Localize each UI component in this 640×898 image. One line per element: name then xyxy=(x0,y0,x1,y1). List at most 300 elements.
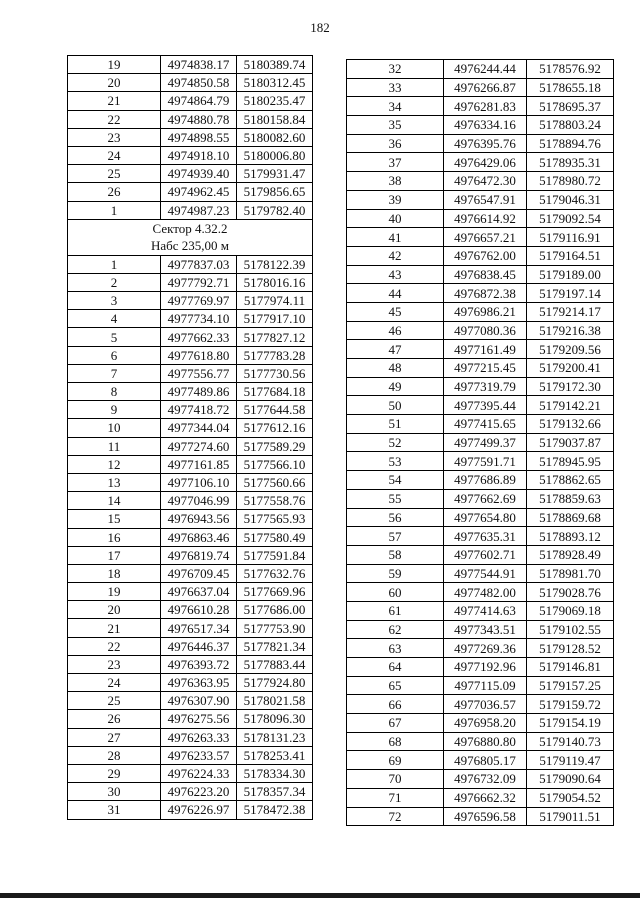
y-coordinate-cell: 5178803.24 xyxy=(527,116,614,135)
point-number-cell: 67 xyxy=(347,714,444,733)
point-number-cell: 15 xyxy=(68,510,161,528)
point-number-cell: 50 xyxy=(347,396,444,415)
point-number-cell: 35 xyxy=(347,116,444,135)
left-table-rows-bottom xyxy=(68,255,313,819)
x-coordinate-cell: 4976596.58 xyxy=(444,807,527,826)
x-coordinate-cell: 4976805.17 xyxy=(444,751,527,770)
y-coordinate-cell: 5178131.23 xyxy=(237,728,313,746)
point-number-cell: 51 xyxy=(347,415,444,434)
table-row xyxy=(68,128,313,146)
y-coordinate-cell: 5177566.10 xyxy=(237,455,313,473)
y-coordinate-cell: 5177753.90 xyxy=(237,619,313,637)
y-coordinate-cell: 5179157.25 xyxy=(527,676,614,695)
sector-header-row xyxy=(68,219,313,255)
y-coordinate-cell: 5179028.76 xyxy=(527,583,614,602)
x-coordinate-cell: 4977274.60 xyxy=(161,437,237,455)
y-coordinate-cell: 5179116.91 xyxy=(527,228,614,247)
y-coordinate-cell: 5177730.56 xyxy=(237,364,313,382)
x-coordinate-cell: 4976547.91 xyxy=(444,190,527,209)
y-coordinate-cell: 5179200.41 xyxy=(527,359,614,378)
x-coordinate-cell: 4977792.71 xyxy=(161,273,237,291)
y-coordinate-cell: 5179069.18 xyxy=(527,601,614,620)
point-number-cell: 10 xyxy=(68,419,161,437)
x-coordinate-cell: 4977269.36 xyxy=(444,639,527,658)
table-row xyxy=(68,674,313,692)
table-row xyxy=(347,545,614,564)
x-coordinate-cell: 4977106.10 xyxy=(161,473,237,491)
table-row xyxy=(347,527,614,546)
table-row xyxy=(68,110,313,128)
x-coordinate-cell: 4976662.32 xyxy=(444,788,527,807)
table-row xyxy=(68,692,313,710)
table-row xyxy=(347,676,614,695)
point-number-cell: 31 xyxy=(68,801,161,819)
y-coordinate-cell: 5179142.21 xyxy=(527,396,614,415)
y-coordinate-cell: 5177827.12 xyxy=(237,328,313,346)
y-coordinate-cell: 5177560.66 xyxy=(237,473,313,491)
table-row xyxy=(347,321,614,340)
point-number-cell: 70 xyxy=(347,770,444,789)
y-coordinate-cell: 5177924.80 xyxy=(237,674,313,692)
point-number-cell: 29 xyxy=(68,764,161,782)
point-number-cell: 11 xyxy=(68,437,161,455)
table-row xyxy=(347,732,614,751)
y-coordinate-cell: 5177684.18 xyxy=(237,383,313,401)
x-coordinate-cell: 4976281.83 xyxy=(444,97,527,116)
y-coordinate-cell: 5179090.64 xyxy=(527,770,614,789)
x-coordinate-cell: 4977662.33 xyxy=(161,328,237,346)
point-number-cell: 44 xyxy=(347,284,444,303)
x-coordinate-cell: 4976872.38 xyxy=(444,284,527,303)
table-row xyxy=(68,346,313,364)
point-number-cell: 4 xyxy=(68,310,161,328)
table-row xyxy=(68,655,313,673)
point-number-cell: 23 xyxy=(68,655,161,673)
point-number-cell: 1 xyxy=(68,255,161,273)
point-number-cell: 63 xyxy=(347,639,444,658)
table-row xyxy=(347,471,614,490)
x-coordinate-cell: 4977344.04 xyxy=(161,419,237,437)
x-coordinate-cell: 4976446.37 xyxy=(161,637,237,655)
table-row xyxy=(347,620,614,639)
point-number-cell: 42 xyxy=(347,246,444,265)
table-row xyxy=(68,510,313,528)
y-coordinate-cell: 5179154.19 xyxy=(527,714,614,733)
point-number-cell: 25 xyxy=(68,692,161,710)
point-number-cell: 3 xyxy=(68,292,161,310)
point-number-cell: 14 xyxy=(68,492,161,510)
table-row xyxy=(68,383,313,401)
y-coordinate-cell: 5179119.47 xyxy=(527,751,614,770)
y-coordinate-cell: 5178981.70 xyxy=(527,564,614,583)
point-number-cell: 17 xyxy=(68,546,161,564)
point-number-cell: 54 xyxy=(347,471,444,490)
y-coordinate-cell: 5178869.68 xyxy=(527,508,614,527)
y-coordinate-cell: 5179197.14 xyxy=(527,284,614,303)
x-coordinate-cell: 4976275.56 xyxy=(161,710,237,728)
x-coordinate-cell: 4974898.55 xyxy=(161,128,237,146)
table-row xyxy=(68,583,313,601)
table-row xyxy=(68,764,313,782)
coordinates-table-left xyxy=(67,55,313,820)
x-coordinate-cell: 4977686.89 xyxy=(444,471,527,490)
coordinates-table-right xyxy=(346,59,614,826)
table-row xyxy=(347,265,614,284)
point-number-cell: 23 xyxy=(68,128,161,146)
x-coordinate-cell: 4976838.45 xyxy=(444,265,527,284)
x-coordinate-cell: 4976657.21 xyxy=(444,228,527,247)
point-number-cell: 40 xyxy=(347,209,444,228)
x-coordinate-cell: 4976943.56 xyxy=(161,510,237,528)
x-coordinate-cell: 4976334.16 xyxy=(444,116,527,135)
point-number-cell: 65 xyxy=(347,676,444,695)
table-row xyxy=(68,364,313,382)
table-row xyxy=(68,783,313,801)
point-number-cell: 49 xyxy=(347,377,444,396)
x-coordinate-cell: 4976958.20 xyxy=(444,714,527,733)
point-number-cell: 24 xyxy=(68,146,161,164)
table-row xyxy=(347,302,614,321)
table-row xyxy=(347,340,614,359)
x-coordinate-cell: 4974962.45 xyxy=(161,183,237,201)
y-coordinate-cell: 5178096.30 xyxy=(237,710,313,728)
point-number-cell: 1 xyxy=(68,201,161,219)
table-row xyxy=(68,528,313,546)
y-coordinate-cell: 5178576.92 xyxy=(527,60,614,79)
x-coordinate-cell: 4977654.80 xyxy=(444,508,527,527)
table-row xyxy=(68,401,313,419)
x-coordinate-cell: 4977036.57 xyxy=(444,695,527,714)
x-coordinate-cell: 4977161.85 xyxy=(161,455,237,473)
y-coordinate-cell: 5177883.44 xyxy=(237,655,313,673)
y-coordinate-cell: 5179011.51 xyxy=(527,807,614,826)
point-number-cell: 32 xyxy=(347,60,444,79)
x-coordinate-cell: 4976762.00 xyxy=(444,246,527,265)
point-number-cell: 58 xyxy=(347,545,444,564)
table-row xyxy=(347,695,614,714)
x-coordinate-cell: 4977161.49 xyxy=(444,340,527,359)
x-coordinate-cell: 4977192.96 xyxy=(444,658,527,677)
y-coordinate-cell: 5179782.40 xyxy=(237,201,313,219)
point-number-cell: 27 xyxy=(68,728,161,746)
table-row xyxy=(347,246,614,265)
y-coordinate-cell: 5179102.55 xyxy=(527,620,614,639)
y-coordinate-cell: 5178945.95 xyxy=(527,452,614,471)
x-coordinate-cell: 4977734.10 xyxy=(161,310,237,328)
y-coordinate-cell: 5179132.66 xyxy=(527,415,614,434)
sector-depth: Набс 235,00 м xyxy=(150,238,230,254)
point-number-cell: 55 xyxy=(347,489,444,508)
y-coordinate-cell: 5179172.30 xyxy=(527,377,614,396)
y-coordinate-cell: 5179164.51 xyxy=(527,246,614,265)
x-coordinate-cell: 4974939.40 xyxy=(161,165,237,183)
x-coordinate-cell: 4977499.37 xyxy=(444,433,527,452)
table-row xyxy=(68,492,313,510)
point-number-cell: 56 xyxy=(347,508,444,527)
point-number-cell: 61 xyxy=(347,601,444,620)
x-coordinate-cell: 4977343.51 xyxy=(444,620,527,639)
table-row xyxy=(68,564,313,582)
point-number-cell: 53 xyxy=(347,452,444,471)
x-coordinate-cell: 4977414.63 xyxy=(444,601,527,620)
x-coordinate-cell: 4976363.95 xyxy=(161,674,237,692)
point-number-cell: 52 xyxy=(347,433,444,452)
x-coordinate-cell: 4977319.79 xyxy=(444,377,527,396)
y-coordinate-cell: 5179216.38 xyxy=(527,321,614,340)
table-row xyxy=(68,455,313,473)
point-number-cell: 71 xyxy=(347,788,444,807)
y-coordinate-cell: 5177612.16 xyxy=(237,419,313,437)
x-coordinate-cell: 4974880.78 xyxy=(161,110,237,128)
y-coordinate-cell: 5178334.30 xyxy=(237,764,313,782)
point-number-cell: 21 xyxy=(68,92,161,110)
y-coordinate-cell: 5180389.74 xyxy=(237,56,313,74)
x-coordinate-cell: 4977837.03 xyxy=(161,255,237,273)
sector-name: Сектор 4.32.2 xyxy=(152,221,228,237)
x-coordinate-cell: 4977482.00 xyxy=(444,583,527,602)
x-coordinate-cell: 4977395.44 xyxy=(444,396,527,415)
x-coordinate-cell: 4976610.28 xyxy=(161,601,237,619)
table-row xyxy=(347,116,614,135)
y-coordinate-cell: 5178862.65 xyxy=(527,471,614,490)
x-coordinate-cell: 4976233.57 xyxy=(161,746,237,764)
x-coordinate-cell: 4976429.06 xyxy=(444,153,527,172)
table-row xyxy=(68,56,313,74)
point-number-cell: 46 xyxy=(347,321,444,340)
y-coordinate-cell: 5177632.76 xyxy=(237,564,313,582)
table-row xyxy=(68,92,313,110)
y-coordinate-cell: 5178928.49 xyxy=(527,545,614,564)
x-coordinate-cell: 4977662.69 xyxy=(444,489,527,508)
y-coordinate-cell: 5177591.84 xyxy=(237,546,313,564)
point-number-cell: 48 xyxy=(347,359,444,378)
table-row xyxy=(68,74,313,92)
y-coordinate-cell: 5178253.41 xyxy=(237,746,313,764)
point-number-cell: 25 xyxy=(68,165,161,183)
y-coordinate-cell: 5179856.65 xyxy=(237,183,313,201)
table-row xyxy=(347,153,614,172)
point-number-cell: 20 xyxy=(68,74,161,92)
y-coordinate-cell: 5177558.76 xyxy=(237,492,313,510)
x-coordinate-cell: 4977418.72 xyxy=(161,401,237,419)
x-coordinate-cell: 4976880.80 xyxy=(444,732,527,751)
table-row xyxy=(68,728,313,746)
x-coordinate-cell: 4976223.20 xyxy=(161,783,237,801)
y-coordinate-cell: 5177686.00 xyxy=(237,601,313,619)
table-row xyxy=(68,437,313,455)
x-coordinate-cell: 4977635.31 xyxy=(444,527,527,546)
y-coordinate-cell: 5178695.37 xyxy=(527,97,614,116)
x-coordinate-cell: 4977591.71 xyxy=(444,452,527,471)
y-coordinate-cell: 5177589.29 xyxy=(237,437,313,455)
table-row xyxy=(347,134,614,153)
x-coordinate-cell: 4977769.97 xyxy=(161,292,237,310)
x-coordinate-cell: 4976863.46 xyxy=(161,528,237,546)
y-coordinate-cell: 5179128.52 xyxy=(527,639,614,658)
table-row xyxy=(68,419,313,437)
y-coordinate-cell: 5178016.16 xyxy=(237,273,313,291)
x-coordinate-cell: 4977415.65 xyxy=(444,415,527,434)
table-row xyxy=(347,97,614,116)
right-table-rows xyxy=(347,60,614,826)
sector-header-cell xyxy=(68,219,313,255)
table-row xyxy=(347,396,614,415)
y-coordinate-cell: 5179931.47 xyxy=(237,165,313,183)
point-number-cell: 62 xyxy=(347,620,444,639)
y-coordinate-cell: 5177917.10 xyxy=(237,310,313,328)
y-coordinate-cell: 5178122.39 xyxy=(237,255,313,273)
point-number-cell: 36 xyxy=(347,134,444,153)
y-coordinate-cell: 5179092.54 xyxy=(527,209,614,228)
y-coordinate-cell: 5178894.76 xyxy=(527,134,614,153)
table-row xyxy=(347,770,614,789)
table-row xyxy=(68,255,313,273)
x-coordinate-cell: 4974838.17 xyxy=(161,56,237,74)
table-row xyxy=(347,284,614,303)
x-coordinate-cell: 4976244.44 xyxy=(444,60,527,79)
y-coordinate-cell: 5177565.93 xyxy=(237,510,313,528)
y-coordinate-cell: 5180312.45 xyxy=(237,74,313,92)
table-row xyxy=(347,601,614,620)
table-row xyxy=(347,751,614,770)
y-coordinate-cell: 5179037.87 xyxy=(527,433,614,452)
y-coordinate-cell: 5178021.58 xyxy=(237,692,313,710)
table-row xyxy=(347,78,614,97)
table-row xyxy=(347,788,614,807)
table-row xyxy=(68,183,313,201)
table-row xyxy=(68,546,313,564)
x-coordinate-cell: 4977544.91 xyxy=(444,564,527,583)
y-coordinate-cell: 5178980.72 xyxy=(527,172,614,191)
y-coordinate-cell: 5178859.63 xyxy=(527,489,614,508)
point-number-cell: 26 xyxy=(68,183,161,201)
point-number-cell: 26 xyxy=(68,710,161,728)
point-number-cell: 7 xyxy=(68,364,161,382)
table-row xyxy=(347,172,614,191)
x-coordinate-cell: 4977115.09 xyxy=(444,676,527,695)
x-coordinate-cell: 4977046.99 xyxy=(161,492,237,510)
table-row xyxy=(347,228,614,247)
point-number-cell: 16 xyxy=(68,528,161,546)
point-number-cell: 43 xyxy=(347,265,444,284)
table-row xyxy=(347,639,614,658)
x-coordinate-cell: 4977215.45 xyxy=(444,359,527,378)
table-row xyxy=(68,273,313,291)
x-coordinate-cell: 4976307.90 xyxy=(161,692,237,710)
y-coordinate-cell: 5180006.80 xyxy=(237,146,313,164)
point-number-cell: 5 xyxy=(68,328,161,346)
x-coordinate-cell: 4977602.71 xyxy=(444,545,527,564)
point-number-cell: 2 xyxy=(68,273,161,291)
table-row xyxy=(68,201,313,219)
point-number-cell: 19 xyxy=(68,56,161,74)
left-table-rows-top xyxy=(68,56,313,220)
x-coordinate-cell: 4976393.72 xyxy=(161,655,237,673)
point-number-cell: 20 xyxy=(68,601,161,619)
table-row xyxy=(347,564,614,583)
x-coordinate-cell: 4976517.34 xyxy=(161,619,237,637)
y-coordinate-cell: 5177821.34 xyxy=(237,637,313,655)
table-row xyxy=(68,473,313,491)
y-coordinate-cell: 5177580.49 xyxy=(237,528,313,546)
point-number-cell: 57 xyxy=(347,527,444,546)
y-coordinate-cell: 5177644.58 xyxy=(237,401,313,419)
x-coordinate-cell: 4976395.76 xyxy=(444,134,527,153)
x-coordinate-cell: 4974987.23 xyxy=(161,201,237,219)
y-coordinate-cell: 5179146.81 xyxy=(527,658,614,677)
point-number-cell: 66 xyxy=(347,695,444,714)
x-coordinate-cell: 4976709.45 xyxy=(161,564,237,582)
table-row xyxy=(68,146,313,164)
y-coordinate-cell: 5178655.18 xyxy=(527,78,614,97)
x-coordinate-cell: 4974864.79 xyxy=(161,92,237,110)
table-row xyxy=(68,328,313,346)
y-coordinate-cell: 5179054.52 xyxy=(527,788,614,807)
x-coordinate-cell: 4976263.33 xyxy=(161,728,237,746)
point-number-cell: 60 xyxy=(347,583,444,602)
table-row xyxy=(347,508,614,527)
table-row xyxy=(347,452,614,471)
y-coordinate-cell: 5179209.56 xyxy=(527,340,614,359)
point-number-cell: 69 xyxy=(347,751,444,770)
x-coordinate-cell: 4976986.21 xyxy=(444,302,527,321)
table-row xyxy=(68,801,313,819)
point-number-cell: 24 xyxy=(68,674,161,692)
page-number: 182 xyxy=(310,20,330,35)
y-coordinate-cell: 5178472.38 xyxy=(237,801,313,819)
x-coordinate-cell: 4977489.86 xyxy=(161,383,237,401)
y-coordinate-cell: 5179046.31 xyxy=(527,190,614,209)
table-row xyxy=(68,637,313,655)
table-row xyxy=(68,292,313,310)
y-coordinate-cell: 5177783.28 xyxy=(237,346,313,364)
x-coordinate-cell: 4976226.97 xyxy=(161,801,237,819)
point-number-cell: 34 xyxy=(347,97,444,116)
point-number-cell: 47 xyxy=(347,340,444,359)
point-number-cell: 68 xyxy=(347,732,444,751)
x-coordinate-cell: 4974850.58 xyxy=(161,74,237,92)
x-coordinate-cell: 4976224.33 xyxy=(161,764,237,782)
x-coordinate-cell: 4976614.92 xyxy=(444,209,527,228)
point-number-cell: 19 xyxy=(68,583,161,601)
y-coordinate-cell: 5178935.31 xyxy=(527,153,614,172)
point-number-cell: 22 xyxy=(68,110,161,128)
table-row xyxy=(347,60,614,79)
x-coordinate-cell: 4977556.77 xyxy=(161,364,237,382)
table-row xyxy=(68,165,313,183)
table-row xyxy=(68,746,313,764)
point-number-cell: 39 xyxy=(347,190,444,209)
x-coordinate-cell: 4974918.10 xyxy=(161,146,237,164)
y-coordinate-cell: 5180158.84 xyxy=(237,110,313,128)
y-coordinate-cell: 5177669.96 xyxy=(237,583,313,601)
table-row xyxy=(347,658,614,677)
point-number-cell: 6 xyxy=(68,346,161,364)
point-number-cell: 18 xyxy=(68,564,161,582)
x-coordinate-cell: 4976472.30 xyxy=(444,172,527,191)
x-coordinate-cell: 4977080.36 xyxy=(444,321,527,340)
table-row xyxy=(347,377,614,396)
table-row xyxy=(347,489,614,508)
x-coordinate-cell: 4977618.80 xyxy=(161,346,237,364)
point-number-cell: 30 xyxy=(68,783,161,801)
y-coordinate-cell: 5179214.17 xyxy=(527,302,614,321)
left-table-sector-header xyxy=(68,219,313,255)
point-number-cell: 45 xyxy=(347,302,444,321)
point-number-cell: 38 xyxy=(347,172,444,191)
table-row xyxy=(347,359,614,378)
point-number-cell: 72 xyxy=(347,807,444,826)
